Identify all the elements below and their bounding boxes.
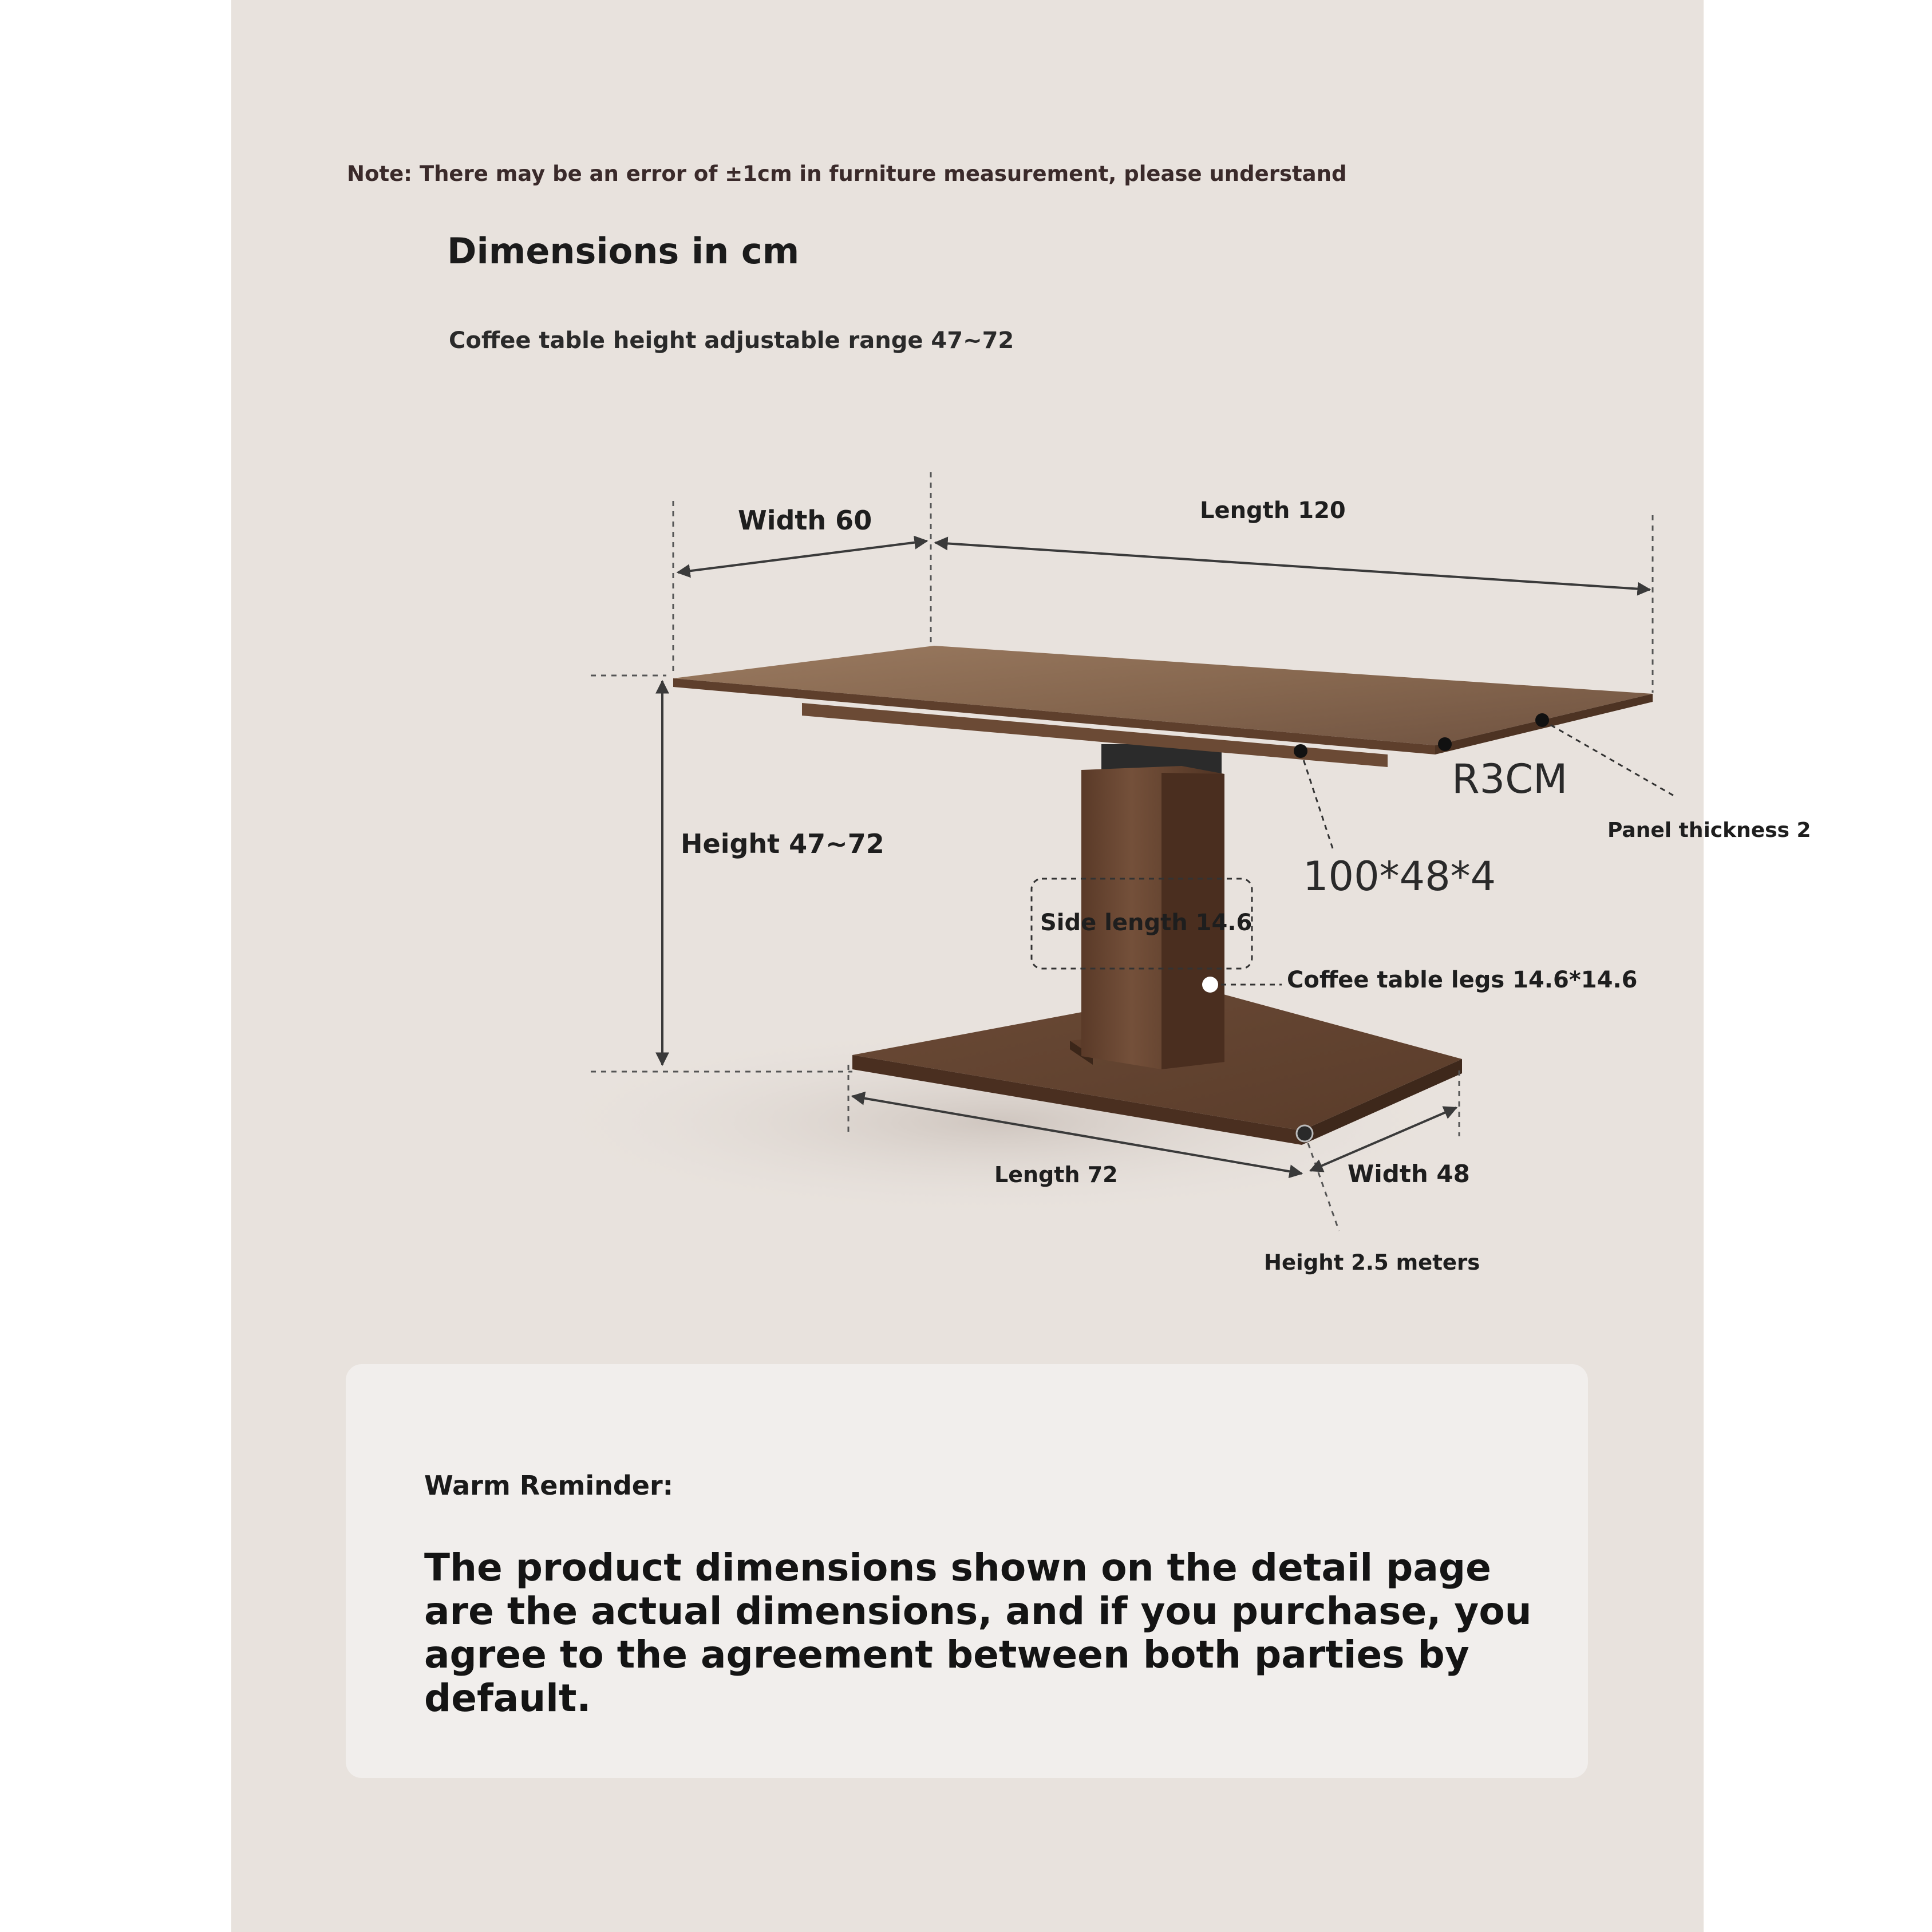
- corner-dot: [1438, 737, 1452, 751]
- corner-radius-label: R3CM: [1452, 756, 1568, 803]
- measurement-note: Note: There may be an error of ±1cm in furniture measurement, please understand: [347, 161, 1347, 186]
- base-length-label: Length 72: [994, 1162, 1118, 1187]
- table-column: [1081, 744, 1224, 1069]
- length-top-label: Length 120: [1200, 497, 1346, 524]
- drawer-dot: [1294, 744, 1307, 758]
- side-length-label: Side length 14.6: [1040, 910, 1253, 936]
- drawer-dimension-label: 100*48*4: [1303, 853, 1496, 900]
- thickness-dot: [1535, 713, 1549, 727]
- table-dimension-diagram: [231, 0, 1811, 1317]
- width-top-label: Width 60: [738, 505, 872, 536]
- panel-thickness-label: Panel thickness 2: [1607, 819, 1811, 842]
- legs-label: Coffee table legs 14.6*14.6: [1287, 967, 1638, 993]
- base-height-label: Height 2.5 meters: [1264, 1250, 1480, 1275]
- base-width-label: Width 48: [1348, 1160, 1470, 1188]
- base-height-dot: [1297, 1125, 1313, 1141]
- warm-reminder-label: Warm Reminder:: [424, 1470, 674, 1501]
- warm-reminder-body: The product dimensions shown on the detail page are the actual dimensions, and if you purchase, you agree to the agreement between both parties by default.: [424, 1546, 1532, 1720]
- height-label: Height 47~72: [681, 828, 884, 859]
- height-range-subtitle: Coffee table height adjustable range 47~72: [449, 327, 1014, 354]
- leg-dot: [1202, 977, 1218, 993]
- page-title: Dimensions in cm: [447, 230, 800, 272]
- warm-reminder-card: [346, 1364, 1588, 1778]
- page-sheet: [231, 0, 1811, 1932]
